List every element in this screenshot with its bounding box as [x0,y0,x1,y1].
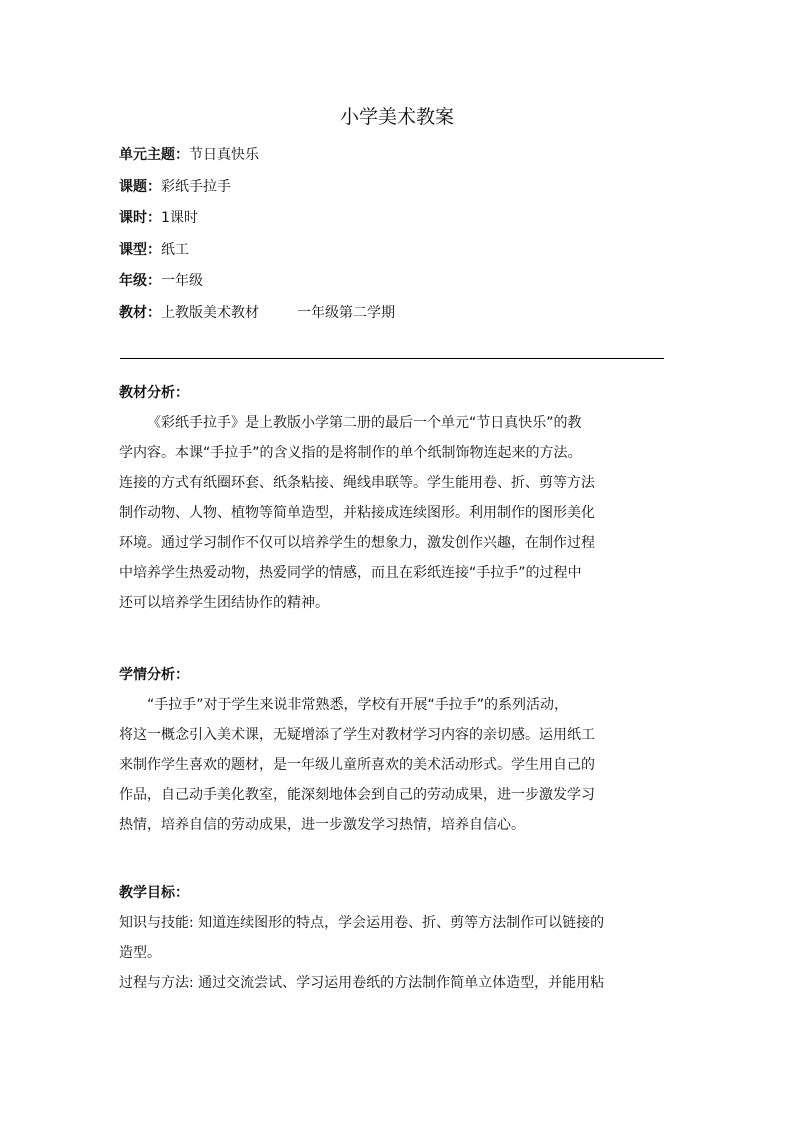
student-analysis-heading: 学情分析： [119,667,189,683]
grade-value: 一年级 [161,273,203,290]
meta-type [119,237,395,269]
paragraph-line: 过程与方法: 通过交流尝试、学习运用卷纸的方法制作简单立体造型，并能用粘 [119,975,605,991]
paragraph-line: 中培养学生热爱动物，热爱同学的情感，而且在彩纸连接“手拉手”的过程中 [119,565,582,581]
meta-unit-theme [119,142,395,174]
duration-value: 1课时 [161,210,198,227]
duration-label: 课时： [119,210,161,227]
paragraph-line: 将这一概念引入美术课，无疑增添了学生对教材学习内容的亲切感。运用纸工 [119,727,595,743]
semester-value: 一年级第二学期 [297,304,395,321]
paragraph-line: 作品，自己动手美化教室，能深刻地体会到自己的劳动成果，进一步激发学习 [119,787,595,803]
paragraph-line: 知识与技能: 知道连续图形的特点，学会运用卷、折、剪等方法制作可以链接的 [119,915,605,931]
paragraph-line: “手拉手”对于学生来说非常熟悉，学校有开展“手拉手”的系列活动， [147,697,569,713]
paragraph-line: 来制作学生喜欢的题材，是一年级儿童所喜欢的美术活动形式。学生用自己的 [119,757,595,773]
paragraph-line: 热情，培养自信的劳动成果，进一步激发学习热情，培养自信心。 [119,817,525,833]
paragraph-line: 还可以培养学生团结协作的精神。 [119,595,329,611]
type-value: 纸工 [161,241,189,258]
teaching-goals-heading: 教学目标： [119,885,189,901]
type-label: 课型： [119,241,161,258]
document-title: 小学美术教案 [339,106,454,128]
meta-lesson [119,174,395,206]
meta-grade [119,268,395,300]
unit-theme-value: 节日真快乐 [189,147,259,163]
paragraph-line: 造型。 [119,945,161,961]
paragraph-line: 《彩纸手拉手》是上教版小学第二册的最后一个单元“节日真快乐”的教 [147,415,582,431]
material-analysis-heading: 教材分析： [119,385,189,401]
paragraph-line: 环境。通过学习制作不仅可以培养学生的想象力，激发创作兴趣，在制作过程 [119,535,595,551]
lesson-label: 课题： [119,178,161,195]
grade-label: 年级： [119,273,161,290]
textbook-value: 上教版美术教材 [161,304,259,321]
meta-textbook [119,300,395,332]
paragraph-line: 连接的方式有纸圈环套、纸条粘接、绳线串联等。学生能用卷、折、剪等方法 [119,475,595,491]
lesson-meta [119,142,395,332]
material-analysis-section [119,378,677,618]
lesson-value: 彩纸手拉手 [161,178,231,195]
textbook-label: 教材： [119,304,161,321]
section-divider [120,358,664,359]
paragraph-line: 学内容。本课“手拉手”的含义指的是将制作的单个纸制饰物连起来的方法。 [119,445,582,461]
paragraph-line: 制作动物、人物、植物等简单造型，并粘接成连续图形。利用制作的图形美化 [119,505,595,521]
unit-theme-label: 单元主题： [119,147,189,163]
meta-duration [119,205,395,237]
teaching-goals-section [119,878,677,998]
student-analysis-section [119,660,677,840]
